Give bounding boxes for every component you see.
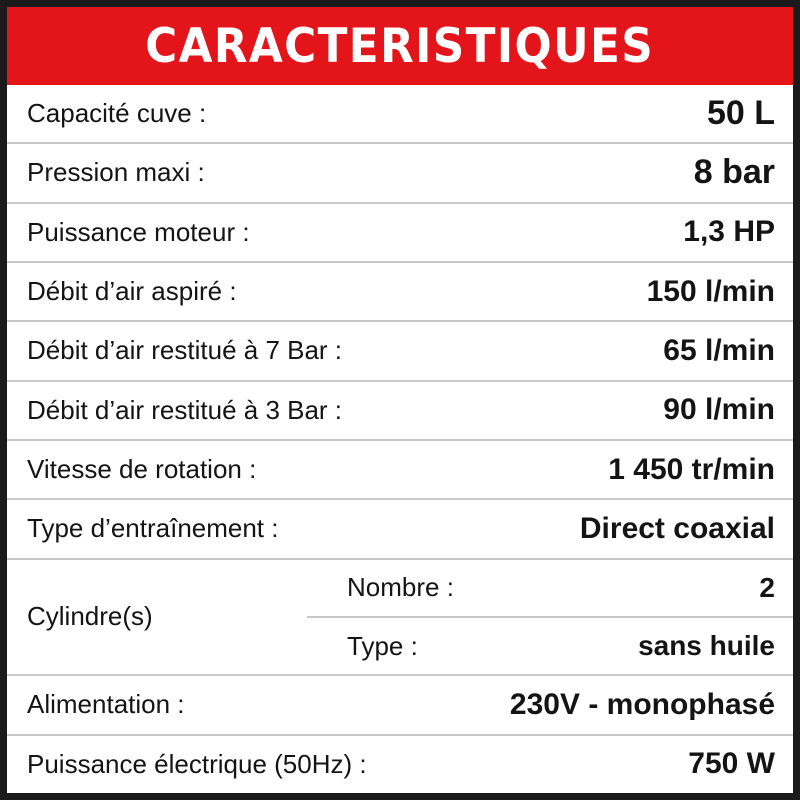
row-value: 1 450 tr/min xyxy=(608,452,775,486)
row-value: 150 l/min xyxy=(646,274,775,308)
row-label: Débit d’air restitué à 7 Bar : xyxy=(27,335,343,366)
table-subrow xyxy=(307,618,793,674)
row-value: 1,3 HP xyxy=(683,215,775,249)
table-row xyxy=(7,500,793,559)
group-subrows xyxy=(307,560,793,675)
table-row xyxy=(7,736,793,793)
row-value: 65 l/min xyxy=(663,333,775,367)
row-label: Vitesse de rotation : xyxy=(27,454,257,485)
table-row-group-cylindres xyxy=(7,560,793,677)
table-row xyxy=(7,144,793,203)
table-row xyxy=(7,382,793,441)
row-value: 50 L xyxy=(706,94,775,133)
table-row xyxy=(7,263,793,322)
row-label: Pression maxi : xyxy=(27,157,205,188)
table-row xyxy=(7,85,793,144)
table-row xyxy=(7,204,793,263)
subrow-label: Type : xyxy=(347,630,418,661)
row-value: 8 bar xyxy=(693,153,775,192)
table-row xyxy=(7,676,793,735)
row-label: Débit d’air aspiré : xyxy=(27,276,237,307)
row-value: 230V - monophasé xyxy=(509,687,775,721)
row-label: Puissance moteur : xyxy=(27,216,250,247)
row-label: Type d’entraînement : xyxy=(27,513,279,544)
table-row xyxy=(7,322,793,381)
row-label: Alimentation : xyxy=(27,689,185,720)
page-title: CARACTERISTIQUES xyxy=(145,18,655,74)
row-value: 750 W xyxy=(688,747,775,781)
specifications-table xyxy=(7,85,793,793)
subrow-label: Nombre : xyxy=(347,572,454,603)
row-value: Direct coaxial xyxy=(579,511,775,545)
table-subrow xyxy=(307,560,793,618)
row-label: Puissance électrique (50Hz) : xyxy=(27,748,367,779)
row-value: 90 l/min xyxy=(663,393,775,427)
row-label: Débit d’air restitué à 3 Bar : xyxy=(27,394,343,425)
card-header xyxy=(7,7,793,85)
subrow-value: 2 xyxy=(759,571,775,603)
table-row xyxy=(7,441,793,500)
group-label: Cylindre(s) xyxy=(27,601,153,632)
row-label: Capacité cuve : xyxy=(27,98,207,129)
subrow-value: sans huile xyxy=(638,630,775,662)
